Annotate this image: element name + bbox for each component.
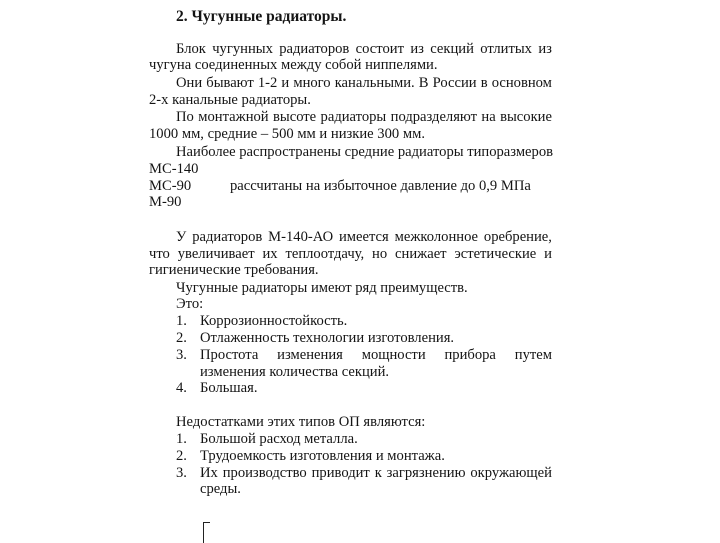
list-item: Коррозионностойкость. xyxy=(200,313,348,329)
paragraph-line: чугуна соединенных между собой ниппелями. xyxy=(149,57,438,73)
list-number: 3. xyxy=(176,347,187,363)
list-number: 1. xyxy=(176,313,187,329)
paragraph-line: 2-х канальные радиаторы. xyxy=(149,92,311,108)
paragraph-line xyxy=(176,229,552,246)
paragraph-line: гигиенические требования. xyxy=(149,262,319,278)
word: радиаторов xyxy=(279,41,350,57)
paragraph-line: рассчитаны на избыточное давление до 0,9 МПа xyxy=(230,178,531,194)
word: Простота xyxy=(200,347,259,363)
paragraph-line: 1000 мм, средние – 500 мм и низкие 300 мм. xyxy=(149,126,425,142)
word: имеется xyxy=(339,229,389,245)
paragraph-line: Чугунные радиаторы имеют ряд преимуществ. xyxy=(176,280,468,296)
paragraph-line xyxy=(176,41,552,58)
list-item xyxy=(200,347,552,364)
word: много xyxy=(293,75,331,91)
word: состоит xyxy=(355,41,404,57)
list-item: Трудоемкость изготовления и монтажа. xyxy=(200,448,445,464)
list-item-continuation: изменения количества секций. xyxy=(200,364,390,380)
word: По xyxy=(176,109,194,125)
word: их xyxy=(262,246,278,262)
word: производство xyxy=(222,465,307,481)
paragraph-line: Это: xyxy=(176,296,204,312)
word: высокие xyxy=(500,109,552,125)
paragraph-line: Наиболее распространены средние радиаторы типоразмеров xyxy=(176,144,554,160)
list-number: 2. xyxy=(176,448,187,464)
word: эстетические xyxy=(454,246,537,262)
word: В xyxy=(418,75,429,91)
word: отлитых xyxy=(480,41,532,57)
word: мощности xyxy=(361,347,426,363)
word: но xyxy=(372,246,388,262)
word: секций xyxy=(430,41,474,57)
word: из xyxy=(538,41,552,57)
paragraph-line xyxy=(149,246,552,263)
word: канальными. xyxy=(334,75,415,91)
word: подразделяют xyxy=(390,109,478,125)
word: приводит xyxy=(311,465,370,481)
word: высоте xyxy=(273,109,317,125)
word: на xyxy=(481,109,496,125)
word: снижает xyxy=(395,246,447,262)
paragraph-line xyxy=(176,75,552,92)
word: М-140-АО xyxy=(268,229,334,245)
word: радиаторов xyxy=(192,229,263,245)
word: окружающей xyxy=(470,465,552,481)
word: основном xyxy=(491,75,552,91)
list-item: Отлаженность технологии изготовления. xyxy=(200,330,455,346)
word: увеличивает xyxy=(177,246,255,262)
word: и xyxy=(544,246,552,262)
section-heading: 2. Чугунные радиаторы. xyxy=(176,8,347,25)
word: бывают xyxy=(206,75,254,91)
list-item xyxy=(200,465,552,482)
list-title: Недостатками этих типов ОП являются: xyxy=(176,414,426,430)
list-item: Большой расход металла. xyxy=(200,431,358,447)
list-number: 1. xyxy=(176,431,187,447)
list-item: Большая. xyxy=(200,380,258,396)
word: и xyxy=(281,75,290,91)
word: изменения xyxy=(277,347,343,363)
word: в xyxy=(480,75,488,91)
word: путем xyxy=(514,347,552,363)
list-item-continuation: среды. xyxy=(200,481,241,497)
word: У xyxy=(176,229,187,245)
word: 1-2 xyxy=(257,75,278,91)
word: радиаторы xyxy=(320,109,387,125)
paragraph-line: МС-140 xyxy=(149,161,199,177)
word: оребрение, xyxy=(483,229,552,245)
word: к xyxy=(374,465,382,481)
word: России xyxy=(432,75,477,91)
word: прибора xyxy=(444,347,496,363)
word: Их xyxy=(200,465,218,481)
paragraph-line: М-90 xyxy=(149,194,182,210)
word: межколонное xyxy=(394,229,479,245)
word: загрязнению xyxy=(386,465,466,481)
list-number: 2. xyxy=(176,330,187,346)
paragraph-line xyxy=(176,109,552,126)
word: что xyxy=(149,246,170,262)
word: из xyxy=(410,41,424,57)
word: монтажной xyxy=(198,109,269,125)
paragraph-line: МС-90 xyxy=(149,178,192,194)
word: теплоотдачу, xyxy=(285,246,365,262)
word: чугунных xyxy=(212,41,273,57)
word: Блок xyxy=(176,41,206,57)
list-number: 4. xyxy=(176,380,187,396)
list-number: 3. xyxy=(176,465,187,481)
word: Они xyxy=(176,75,203,91)
